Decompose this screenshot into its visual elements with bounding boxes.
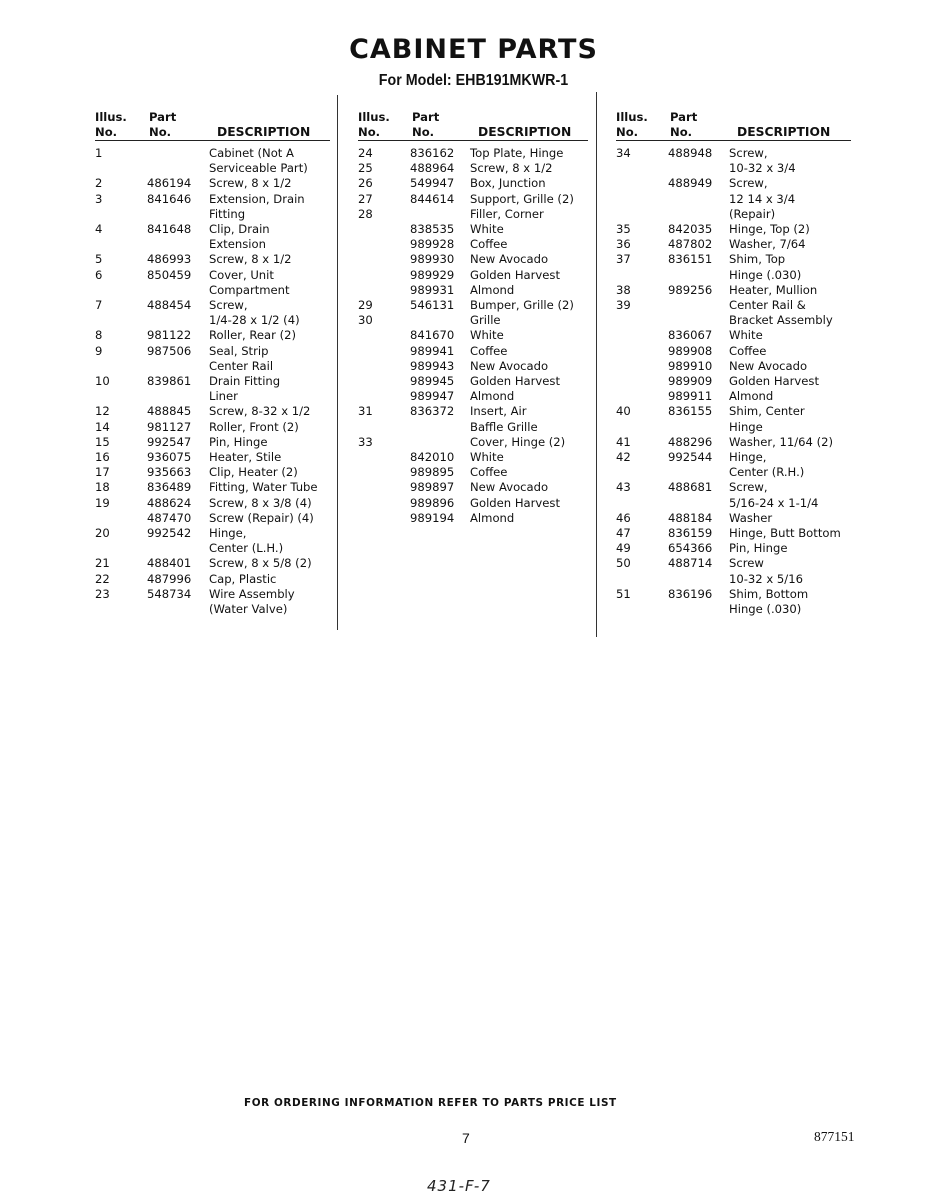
parts-row [95,146,330,176]
part-description: Bumper, Grille (2) [470,298,574,313]
part-description: Roller, Front (2) [209,419,299,434]
illus-number: 25 [358,161,373,176]
part-description: New Avocado [470,252,549,267]
part-number: 992542 [147,526,192,541]
part-number: 989896 [410,495,455,510]
parts-row [358,176,588,191]
header-illus-line2: No. [358,125,381,139]
parts-row [95,404,330,419]
parts-row [95,511,330,526]
parts-row [95,252,330,267]
illus-number: 50 [616,556,631,571]
part-description: Seal, Strip [209,343,269,358]
part-number: 488401 [147,556,192,571]
parts-row [95,496,330,511]
part-number: 487802 [668,237,713,252]
parts-row [95,587,330,617]
ordering-note: FOR ORDERING INFORMATION REFER TO PARTS PRICE LIST [244,1097,617,1109]
part-description: Shim, Top [729,252,786,267]
header-description: DESCRIPTION [217,125,311,139]
part-description: Fitting [209,206,246,221]
parts-row [95,465,330,480]
part-description: Cap, Plastic [209,571,277,586]
illus-number: 2 [95,176,103,191]
part-number: 989929 [410,267,455,282]
part-number: 841670 [410,328,455,343]
part-description: 10-32 x 3/4 [729,161,796,176]
parts-row [95,328,330,343]
header-part-line1: Part [149,110,177,124]
part-number: 488949 [668,176,713,191]
part-number: 989928 [410,237,455,252]
page-number: 7 [462,1130,470,1146]
parts-row [358,252,588,267]
part-number: 989895 [410,465,455,480]
part-description: Golden Harvest [470,267,560,282]
part-description: Extension, Drain [209,191,305,206]
part-number: 838535 [410,222,455,237]
parts-row [358,389,588,404]
parts-row [95,344,330,374]
header-illus-line2: No. [616,125,639,139]
model-subtitle: For Model: EHB191MKWR-1 [378,72,569,89]
part-number: 844614 [410,191,455,206]
part-description: New Avocado [470,480,549,495]
illus-number: 3 [95,191,103,206]
part-description: Golden Harvest [470,374,560,389]
illus-number: 12 [95,404,110,419]
part-number: 992544 [668,450,713,465]
header-part-line2: No. [412,125,435,139]
illus-number: 24 [358,146,373,160]
part-number: 836489 [147,480,192,495]
part-description: Hinge, [209,526,247,541]
part-number: 989931 [410,282,455,297]
header-illus-line2: No. [95,125,118,139]
part-number: 488184 [668,510,713,525]
parts-row [616,298,851,328]
part-number: 836372 [410,404,455,419]
part-description: Center (R.H.) [729,465,805,480]
header-description: DESCRIPTION [737,125,831,139]
part-description: Golden Harvest [729,374,819,389]
parts-column-1 [95,110,330,617]
part-description: Center Rail [209,358,274,373]
part-number: 981127 [147,419,192,434]
part-number: 936075 [147,450,192,465]
part-number: 654366 [668,541,713,556]
part-description: Screw, 8 x 1/2 [470,161,553,176]
part-description: White [470,450,504,465]
part-description: New Avocado [470,358,549,373]
parts-row [95,450,330,465]
part-description: Clip, Drain [209,222,270,237]
part-description: Filler, Corner [470,206,544,221]
parts-row [616,511,851,526]
part-number: 981122 [147,328,192,343]
parts-row [616,176,851,222]
part-number: 487996 [147,571,192,586]
parts-row [616,587,851,617]
parts-row [616,404,851,434]
header-rule [95,140,330,141]
parts-row [358,298,588,313]
part-description: Almond [729,389,774,404]
part-number: 989941 [410,343,455,358]
part-description: Grille [470,313,501,328]
part-number: 989943 [410,358,455,373]
illus-number: 51 [616,586,631,601]
part-description: Serviceable Part) [209,161,308,176]
parts-row [358,313,588,328]
parts-row [95,176,330,191]
part-description: Screw, [729,146,768,160]
part-number: 546131 [410,298,455,313]
parts-row [95,192,330,222]
parts-row [358,359,588,374]
parts-row [358,161,588,176]
part-description: Coffee [470,237,508,252]
parts-row [358,450,588,465]
part-number: 486993 [147,252,192,267]
part-number: 989911 [668,389,713,404]
part-description: Screw, 8 x 1/2 [209,176,292,191]
illus-number: 6 [95,267,103,282]
illus-number: 17 [95,465,110,480]
parts-row [616,389,851,404]
illus-number: 35 [616,222,631,237]
parts-row [616,344,851,359]
parts-row [358,222,588,237]
parts-row [358,511,588,526]
part-number: 487470 [147,510,192,525]
part-number: 486194 [147,176,192,191]
illus-number: 14 [95,419,110,434]
parts-row [95,526,330,556]
parts-row [358,344,588,359]
parts-row [95,480,330,495]
part-number: 548734 [147,586,192,601]
part-description: Wire Assembly [209,586,295,601]
part-description: (Repair) [729,206,776,221]
parts-row [616,252,851,282]
parts-row [358,480,588,495]
part-description: Roller, Rear (2) [209,328,296,343]
parts-row [616,435,851,450]
illus-number: 36 [616,237,631,252]
part-number: 841646 [147,191,192,206]
part-description: Screw, [209,298,248,313]
part-description: Liner [209,389,238,404]
illus-number: 5 [95,252,103,267]
illus-number: 37 [616,252,631,267]
part-description: Coffee [729,343,767,358]
illus-number: 47 [616,526,631,541]
illus-number: 31 [358,404,373,419]
column-header [358,110,588,142]
part-description: Clip, Heater (2) [209,465,298,480]
illus-number: 34 [616,146,631,160]
handwritten-code: 431-F-7 [427,1177,491,1195]
part-description: (Water Valve) [209,602,288,617]
part-number: 488845 [147,404,192,419]
illus-number: 15 [95,434,110,449]
parts-row [616,556,851,586]
part-number: 488681 [668,480,713,495]
parts-row [95,374,330,404]
part-description: Coffee [470,465,508,480]
part-description: Extension [209,237,266,252]
part-description: Fitting, Water Tube [209,480,318,495]
part-number: 488964 [410,161,455,176]
part-description: Screw [729,556,764,571]
illus-number: 1 [95,146,103,160]
illus-number: 10 [95,374,110,389]
illus-number: 9 [95,343,103,358]
parts-row [616,237,851,252]
part-number: 836151 [668,252,713,267]
illus-number: 28 [358,206,373,221]
part-number: 842010 [410,450,455,465]
illus-number: 22 [95,571,110,586]
part-number: 488296 [668,434,713,449]
part-number: 836159 [668,526,713,541]
parts-row [95,268,330,298]
parts-column-3 [616,110,851,617]
part-number: 836196 [668,586,713,601]
part-description: Shim, Center [729,404,805,419]
part-description: Washer, 7/64 [729,237,806,252]
part-description: Center Rail & [729,298,806,313]
illus-number: 33 [358,434,373,449]
illus-number: 38 [616,282,631,297]
column-divider-1 [337,95,338,630]
illus-number: 8 [95,328,103,343]
part-description: Bracket Assembly [729,313,833,328]
part-number: 836162 [410,146,455,160]
illus-number: 46 [616,510,631,525]
part-description: White [470,328,504,343]
part-description: Washer, 11/64 (2) [729,434,834,449]
part-description: Cover, Unit [209,267,274,282]
part-description: Shim, Bottom [729,586,809,601]
part-description: Heater, Mullion [729,282,818,297]
part-description: 1/4-28 x 1/2 (4) [209,313,300,328]
parts-row [616,450,851,480]
parts-row [95,572,330,587]
parts-row [616,541,851,556]
part-description: Support, Grille (2) [470,191,574,206]
part-description: 12 14 x 3/4 [729,191,796,206]
parts-row [95,420,330,435]
parts-row [358,328,588,343]
header-illus-line1: Illus. [616,110,648,124]
illus-number: 30 [358,313,373,328]
part-description: Hinge, Butt Bottom [729,526,841,541]
part-number: 836067 [668,328,713,343]
parts-row [616,146,851,176]
part-description: New Avocado [729,358,808,373]
part-description: Pin, Hinge [729,541,788,556]
illus-number: 39 [616,298,631,313]
parts-row [616,480,851,510]
part-description: Hinge (.030) [729,267,802,282]
part-description: Compartment [209,282,290,297]
part-description: Coffee [470,343,508,358]
part-description: White [470,222,504,237]
parts-row [358,237,588,252]
part-description: Screw, 8 x 1/2 [209,252,292,267]
illus-number: 43 [616,480,631,495]
parts-row [358,465,588,480]
illus-number: 16 [95,450,110,465]
parts-row [358,146,588,161]
part-number: 989256 [668,282,713,297]
header-illus-line1: Illus. [95,110,127,124]
part-number: 989910 [668,358,713,373]
part-number: 488714 [668,556,713,571]
part-number: 850459 [147,267,192,282]
part-description: Hinge [729,419,763,434]
header-part-line1: Part [412,110,440,124]
header-part-line1: Part [670,110,698,124]
document-number: 877151 [814,1129,855,1144]
header-part-line2: No. [149,125,172,139]
part-description: 5/16-24 x 1-1/4 [729,495,819,510]
part-number: 836155 [668,404,713,419]
parts-row [358,207,588,222]
part-description: Heater, Stile [209,450,282,465]
part-number: 839861 [147,374,192,389]
parts-row [95,298,330,328]
part-number: 989897 [410,480,455,495]
part-description: Screw, [729,176,768,191]
part-description: Hinge, [729,450,767,465]
part-description: Hinge, Top (2) [729,222,810,237]
part-description: Center (L.H.) [209,541,284,556]
part-description: Baffle Grille [470,419,538,434]
parts-column-2 [358,110,588,526]
part-description: White [729,328,763,343]
parts-row [95,222,330,252]
header-description: DESCRIPTION [478,125,572,139]
part-description: Pin, Hinge [209,434,268,449]
header-rule [616,140,851,141]
part-number: 989930 [410,252,455,267]
parts-row [358,268,588,283]
illus-number: 21 [95,556,110,571]
part-number: 488624 [147,495,192,510]
illus-number: 7 [95,298,103,313]
part-number: 488454 [147,298,192,313]
column-divider-2 [596,92,597,637]
part-description: Golden Harvest [470,495,560,510]
parts-row [616,222,851,237]
parts-row [358,404,588,434]
illus-number: 49 [616,541,631,556]
part-number: 987506 [147,343,192,358]
part-number: 841648 [147,222,192,237]
part-description: Screw, 8-32 x 1/2 [209,404,311,419]
part-description: Cover, Hinge (2) [470,434,566,449]
part-description: Almond [470,510,515,525]
part-number: 989908 [668,343,713,358]
part-description: Screw, [729,480,768,495]
part-description: Hinge (.030) [729,602,802,617]
illus-number: 19 [95,495,110,510]
illus-number: 41 [616,434,631,449]
illus-number: 4 [95,222,103,237]
illus-number: 18 [95,480,110,495]
parts-row [358,192,588,207]
parts-row [616,359,851,374]
header-illus-line1: Illus. [358,110,390,124]
column-header [95,110,330,142]
parts-row [95,556,330,571]
part-description: Cabinet (Not A [209,146,294,160]
part-number: 935663 [147,465,192,480]
part-number: 989909 [668,374,713,389]
part-description: Box, Junction [470,176,546,191]
part-number: 842035 [668,222,713,237]
part-description: Screw, 8 x 5/8 (2) [209,556,312,571]
parts-row [358,496,588,511]
illus-number: 42 [616,450,631,465]
parts-row [616,328,851,343]
part-description: Top Plate, Hinge [470,146,564,160]
header-rule [358,140,588,141]
part-number: 992547 [147,434,192,449]
illus-number: 27 [358,191,373,206]
part-description: Insert, Air [470,404,527,419]
part-description: Almond [470,282,515,297]
parts-row [358,435,588,450]
part-description: Screw, 8 x 3/8 (4) [209,495,312,510]
part-description: Drain Fitting [209,374,281,389]
illus-number: 20 [95,526,110,541]
column-header [616,110,851,142]
illus-number: 29 [358,298,373,313]
illus-number: 23 [95,586,110,601]
header-part-line2: No. [670,125,693,139]
part-number: 488948 [668,146,713,160]
parts-row [358,283,588,298]
part-description: Almond [470,389,515,404]
part-number: 989194 [410,510,455,525]
illus-number: 26 [358,176,373,191]
page-title: CABINET PARTS [349,34,598,65]
part-description: Washer [729,510,773,525]
part-number: 549947 [410,176,455,191]
parts-row [616,526,851,541]
part-number: 989945 [410,374,455,389]
parts-row [616,283,851,298]
part-description: Screw (Repair) (4) [209,510,314,525]
parts-row [95,435,330,450]
part-description: 10-32 x 5/16 [729,571,803,586]
illus-number: 40 [616,404,631,419]
parts-row [616,374,851,389]
part-number: 989947 [410,389,455,404]
parts-row [358,374,588,389]
